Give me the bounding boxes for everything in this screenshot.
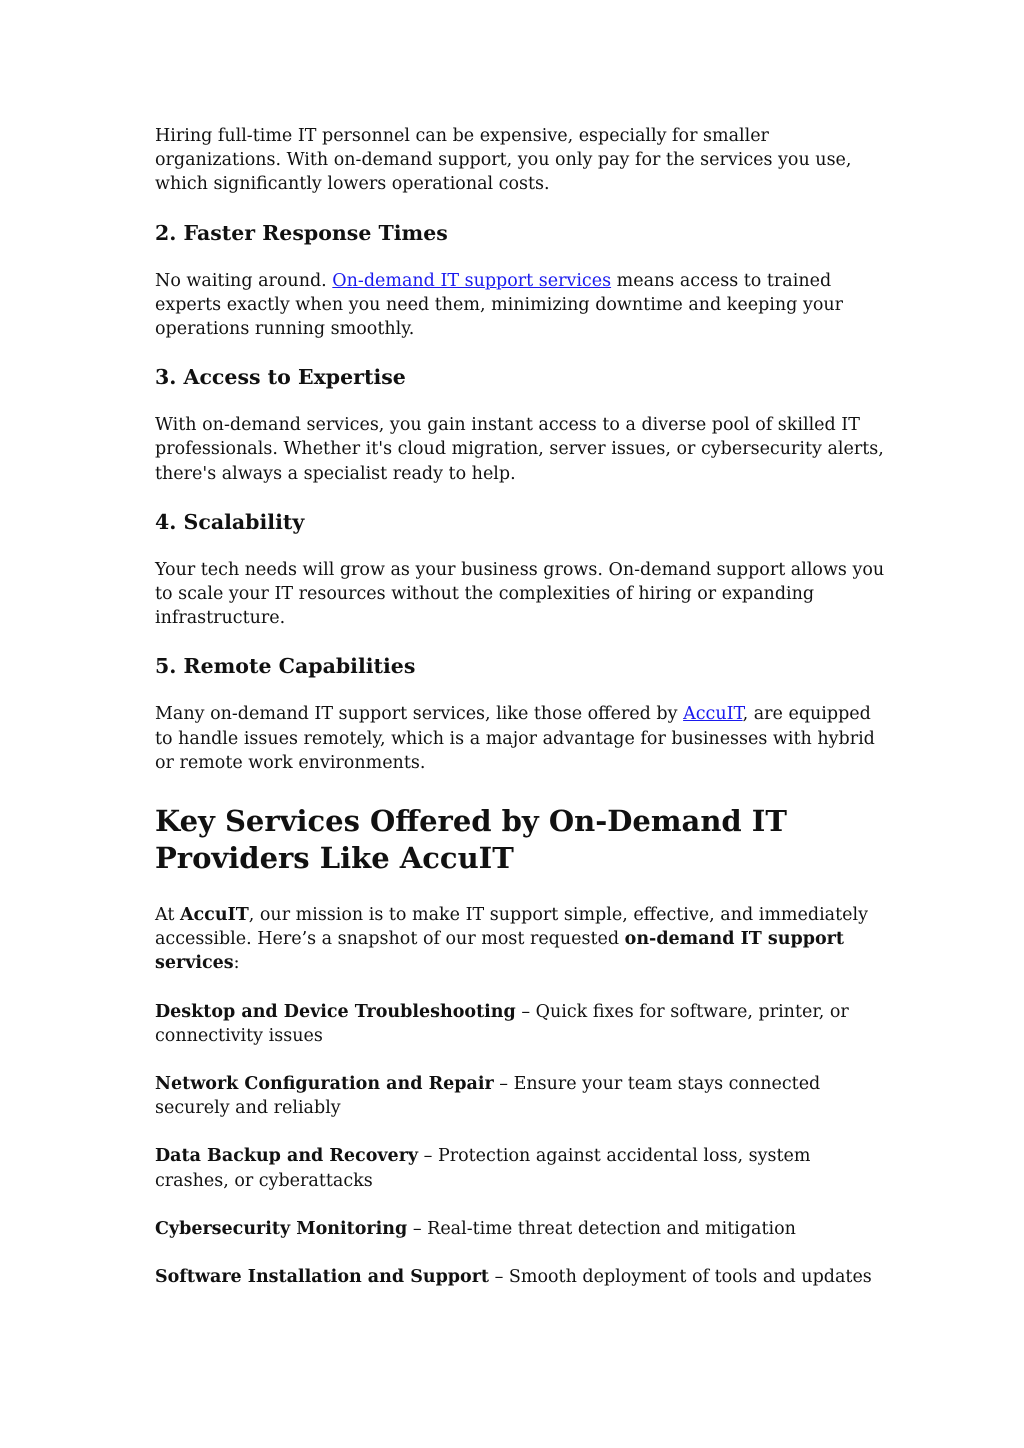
heading-scalability: 4. Scalability [155, 509, 305, 534]
heading-faster-response: 2. Faster Response Times [155, 220, 448, 245]
service-title: Desktop and Device Troubleshooting [155, 1001, 516, 1022]
remote-text-after: , are equipped to handle issues remotely, which is a major advantage for businesses with hybrid or remote work environments. [155, 704, 875, 773]
service-item [155, 1144, 885, 1192]
mission-brand: AccuIT [179, 905, 249, 926]
service-title: Software Installation and Support [155, 1267, 490, 1288]
service-item [155, 1000, 885, 1048]
service-desc: – Quick fixes for software, printer, or connectivity issues [155, 1001, 849, 1046]
cost-paragraph: Hiring full-time IT personnel can be expensive, especially for smaller organizations. With on-demand support, you only pay for the services you use, which significantly lowers operational costs. [155, 126, 852, 195]
heading-access-expertise: 3. Access to Expertise [155, 365, 406, 390]
service-item [155, 1072, 885, 1120]
service-desc: – Real-time threat detection and mitigation [407, 1218, 796, 1239]
service-item [155, 1265, 885, 1289]
service-title: Cybersecurity Monitoring [155, 1218, 408, 1239]
faster-text-after: means access to trained experts exactly when you need them, minimizing downtime and keeping your operations running smoothly. [155, 270, 844, 340]
service-item [155, 1217, 885, 1241]
expertise-paragraph: With on-demand services, you gain instant access to a diverse pool of skilled IT professionals. Whether it's cloud migration, server issues, or cybersecurity alerts, there's always a specialist ready to help. [155, 415, 884, 484]
heading-key-services: Key Services Offered by On-Demand IT Providers Like AccuIT [155, 804, 787, 876]
service-desc: – Protection against accidental loss, system crashes, or cyberattacks [155, 1146, 811, 1191]
remote-paragraph [155, 702, 885, 775]
faster-text-before: No waiting around. [155, 270, 333, 291]
heading-remote-capabilities: 5. Remote Capabilities [155, 654, 416, 679]
on-demand-services-link[interactable]: On-demand IT support services [332, 270, 612, 291]
faster-response-paragraph [155, 269, 885, 342]
mission-part3: : [233, 953, 240, 974]
service-desc: – Ensure your team stays connected securely and reliably [155, 1074, 821, 1119]
scalability-paragraph: Your tech needs will grow as your business grows. On-demand support allows you to scale your IT resources without the complexities of hiring or expanding infrastructure. [155, 559, 885, 629]
mission-paragraph [155, 903, 885, 976]
document-page [155, 124, 885, 1289]
mission-part1: At [155, 905, 180, 926]
remote-text-before: Many on-demand IT support services, like those offered by [155, 704, 684, 725]
service-title: Data Backup and Recovery [155, 1146, 419, 1167]
service-title: Network Configuration and Repair [155, 1074, 494, 1095]
accuit-link[interactable]: AccuIT [683, 704, 743, 725]
mission-part2: , our mission is to make IT support simple, effective, and immediately accessible. Here’s a snapshot of our most requested [155, 905, 868, 950]
mission-emphasis: on-demand IT support services [155, 929, 844, 974]
service-desc: – Smooth deployment of tools and updates [489, 1267, 872, 1288]
